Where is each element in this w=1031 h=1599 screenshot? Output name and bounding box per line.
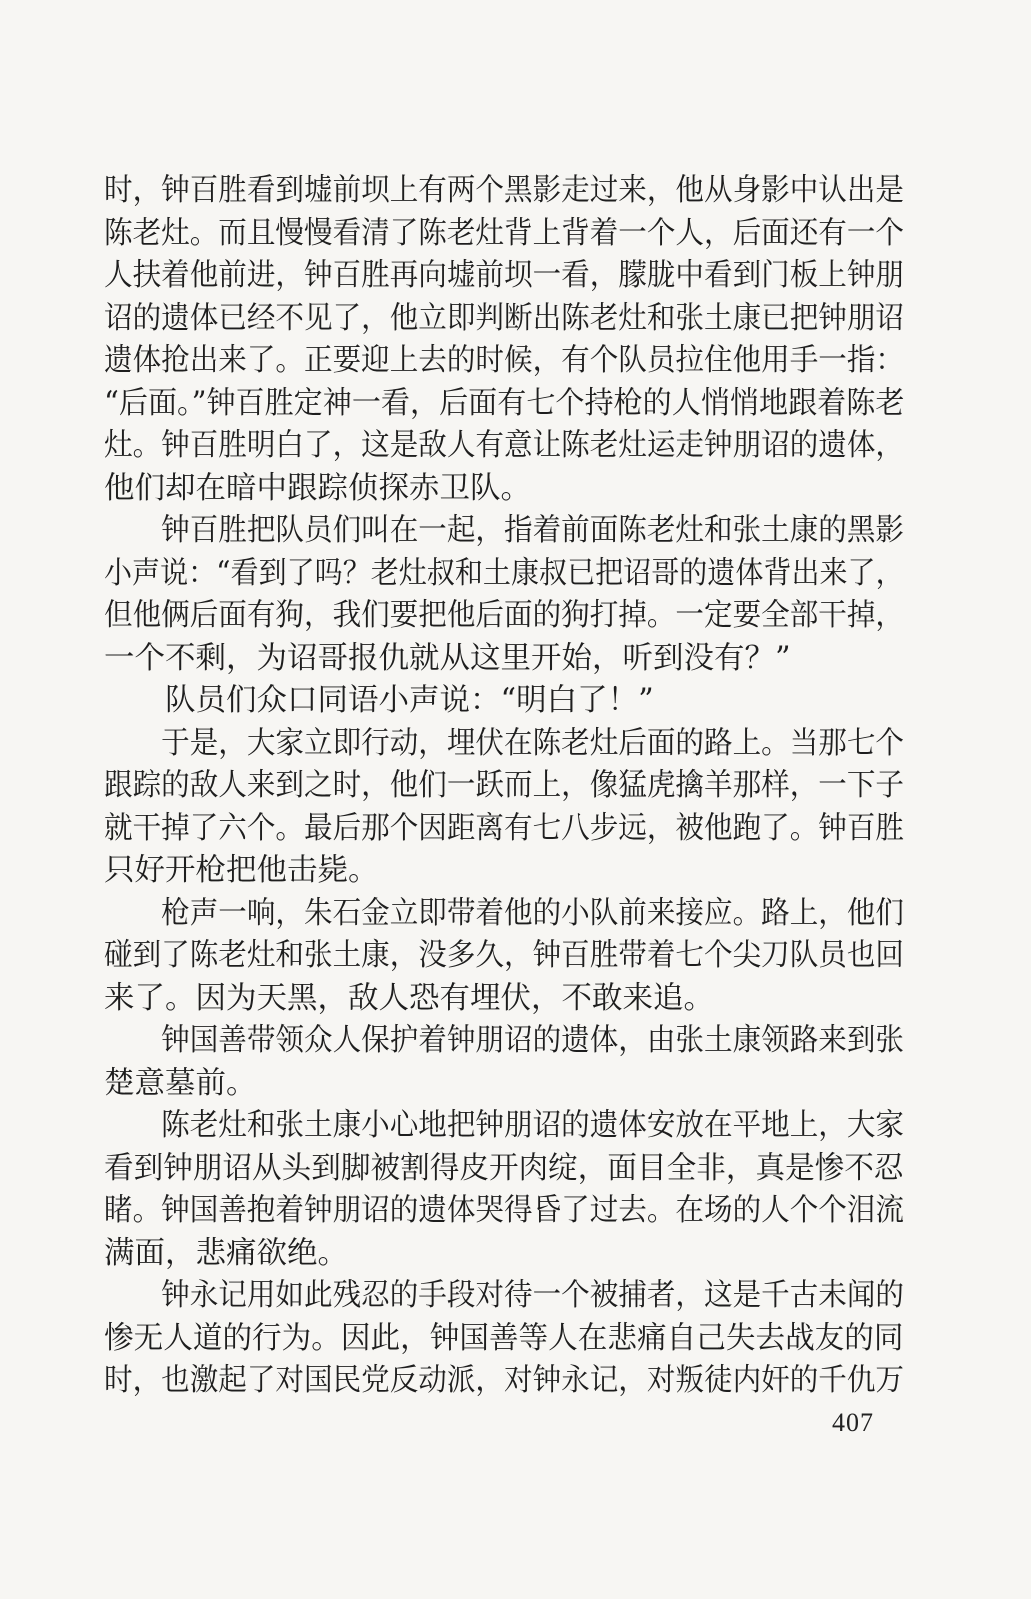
- text-line: 就干掉了六个。最后那个因距离有七八步远，被他跑了。钟百胜: [104, 810, 904, 846]
- text-line: 看到钟朋诏从头到脚被割得皮开肉绽，面目全非，真是惨不忍: [104, 1150, 904, 1186]
- text-line: 诏的遗体已经不见了，他立即判断出陈老灶和张土康已把钟朋诏: [104, 300, 904, 336]
- text-line: 灶。钟百胜明白了，这是敌人有意让陈老灶运走钟朋诏的遗体，: [104, 428, 904, 463]
- text-line: 时，也激起了对国民党反动派，对钟永记，对叛徒内奸的千仇万: [104, 1363, 904, 1398]
- page-number: 407: [832, 1408, 874, 1437]
- text-line: 楚意墓前。: [104, 1065, 257, 1101]
- text-line: 遗体抢出来了。正要迎上去的时候，有个队员拉住他用手一指：: [104, 343, 904, 378]
- text-line: 睹。钟国善抱着钟朋诏的遗体哭得昏了过去。在场的人个个泪流: [104, 1193, 904, 1228]
- text-line: 一个不剩，为诏哥报仇就从这里开始，听到没有？”: [104, 640, 791, 676]
- text-line: 小声说：“看到了吗？老灶叔和土康叔已把诏哥的遗体背出来了，: [104, 555, 904, 591]
- text-line: 惨无人道的行为。因此，钟国善等人在悲痛自己失去战友的同: [104, 1320, 904, 1356]
- text-line: 钟国善带领众人保护着钟朋诏的遗体，由张土康领路来到张: [104, 1023, 904, 1058]
- text-line: 但他俩后面有狗，我们要把他后面的狗打掉。一定要全部干掉，: [104, 598, 904, 633]
- text-line: 人扶着他前进，钟百胜再向墟前坝一看，朦胧中看到门板上钟朋: [104, 258, 904, 293]
- text-line: 于是，大家立即行动，埋伏在陈老灶后面的路上。当那七个: [104, 725, 904, 761]
- text-line: 他们却在暗中跟踪侦探赤卫队。: [104, 470, 531, 506]
- text-line: “后面。”钟百胜定神一看，后面有七个持枪的人悄悄地跟着陈老: [104, 385, 905, 421]
- text-line: 时，钟百胜看到墟前坝上有两个黑影走过来，他从身影中认出是: [104, 173, 904, 208]
- text-line: 跟踪的敌人来到之时，他们一跃而上，像猛虎擒羊那样，一下子: [104, 768, 904, 803]
- text-line: 满面，悲痛欲绝。: [104, 1235, 348, 1271]
- text-line: 枪声一响，朱石金立即带着他的小队前来接应。路上，他们: [104, 895, 904, 931]
- text-line: 陈老灶。而且慢慢看清了陈老灶背上背着一个人，后面还有一个: [104, 215, 904, 251]
- text-line: 只好开枪把他击毙。: [104, 853, 379, 888]
- text-line: 来了。因为天黑，敌人恐有埋伏，不敢来追。: [104, 980, 714, 1016]
- text-line: 钟百胜把队员们叫在一起，指着前面陈老灶和张土康的黑影: [104, 513, 904, 548]
- text-line: 碰到了陈老灶和张土康，没多久，钟百胜带着七个尖刀队员也回: [104, 938, 904, 973]
- text-line: 钟永记用如此残忍的手段对待一个被捕者，这是千古未闻的: [104, 1278, 904, 1313]
- text-line: 陈老灶和张土康小心地把钟朋诏的遗体安放在平地上，大家: [104, 1108, 904, 1143]
- text-line: 队员们众口同语小声说：“明白了！”: [104, 683, 654, 718]
